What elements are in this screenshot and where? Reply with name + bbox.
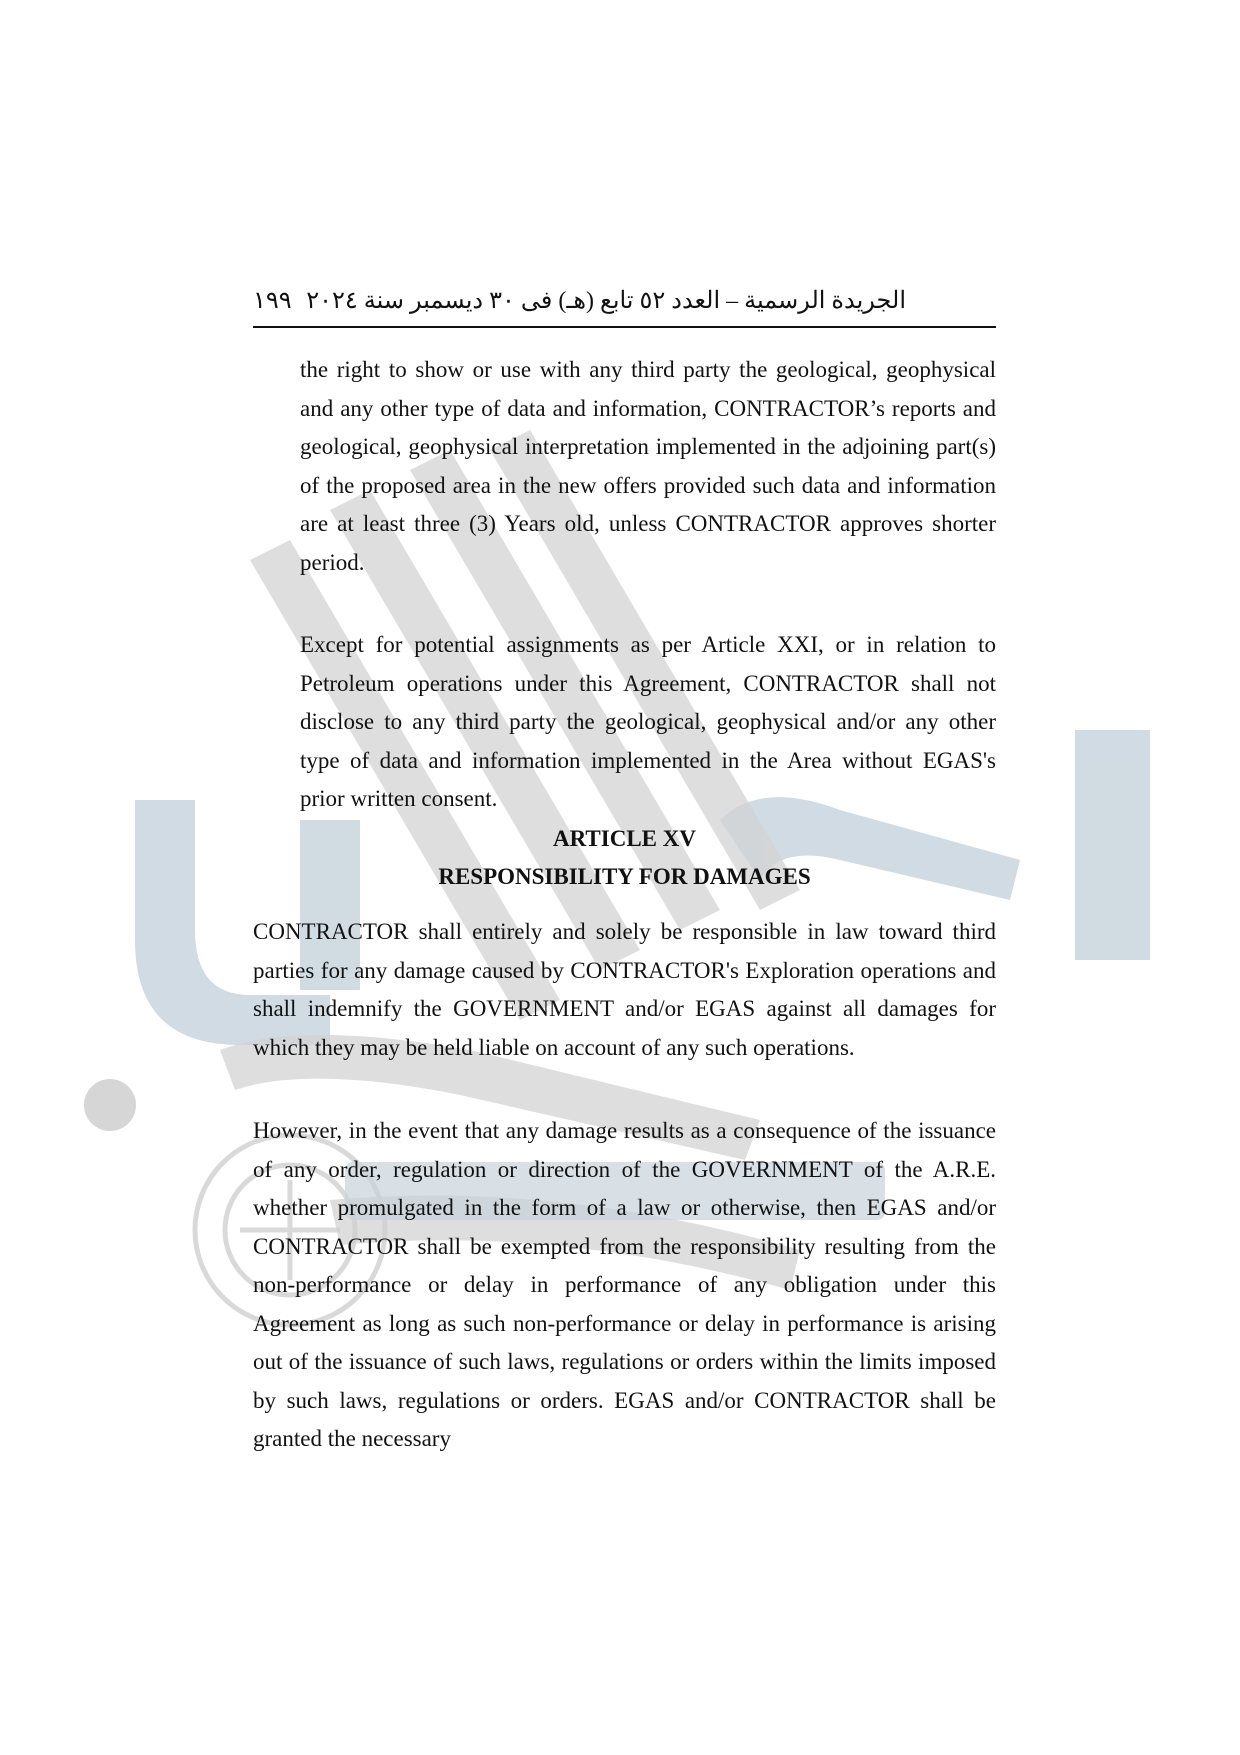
paragraph-text: Except for potential assignments as per Article XXI, or in relation to Petroleum operations under this Agreement, CONTRACTOR shall not disclose to any third party the geological, geophysical and/or any other type of data and information implemented in the Area without EGAS's prior written consent. bbox=[300, 632, 996, 811]
paragraph-responsibility bbox=[253, 913, 996, 1067]
article-number: ARTICLE XV bbox=[553, 826, 696, 851]
paragraph-text: CONTRACTOR shall entirely and solely be responsible in law toward third parties for any damage caused by CONTRACTOR's Exploration operations and shall indemnify the GOVERNMENT and/or EGAS against all damages for which they may be held liable on account of any such operations. bbox=[253, 919, 996, 1060]
page-header bbox=[253, 286, 996, 328]
paragraph-exemption bbox=[253, 1112, 996, 1459]
paragraph-non-disclosure bbox=[300, 626, 996, 819]
gazette-header-title: الجريدة الرسمية – العدد ٥٢ تابع (هـ) فى ٣٠ ديسمبر سنة ٢٠٢٤ bbox=[306, 288, 906, 314]
paragraph-text: the right to show or use with any third party the geological, geophysical and any other type of data and information, CONTRACTOR’s reports and geological, geophysical interpretation implemented in the adjoining part(s) of the proposed area in the new offers provided such data and information are at least three (3) Years old, unless CONTRACTOR approves shorter period. bbox=[300, 357, 996, 575]
paragraph-data-rights bbox=[300, 351, 996, 582]
article-title: RESPONSIBILITY FOR DAMAGES bbox=[438, 864, 811, 889]
page-number: ١٩٩ bbox=[253, 288, 292, 314]
paragraph-text: However, in the event that any damage results as a consequence of the issuance of any order, regulation or direction of the GOVERNMENT of the A.R.E. whether promulgated in the form of a law or otherwise, then EGAS and/or CONTRACTOR shall be exempted from the responsibility resulting from the non-performance or delay in performance of any obligation under this Agreement as long as such non-performance or delay in performance is arising out of the issuance of such laws, regulations or orders within the limits imposed by such laws, regulations or orders. EGAS and/or CONTRACTOR shall be granted the necessary bbox=[253, 1118, 996, 1451]
